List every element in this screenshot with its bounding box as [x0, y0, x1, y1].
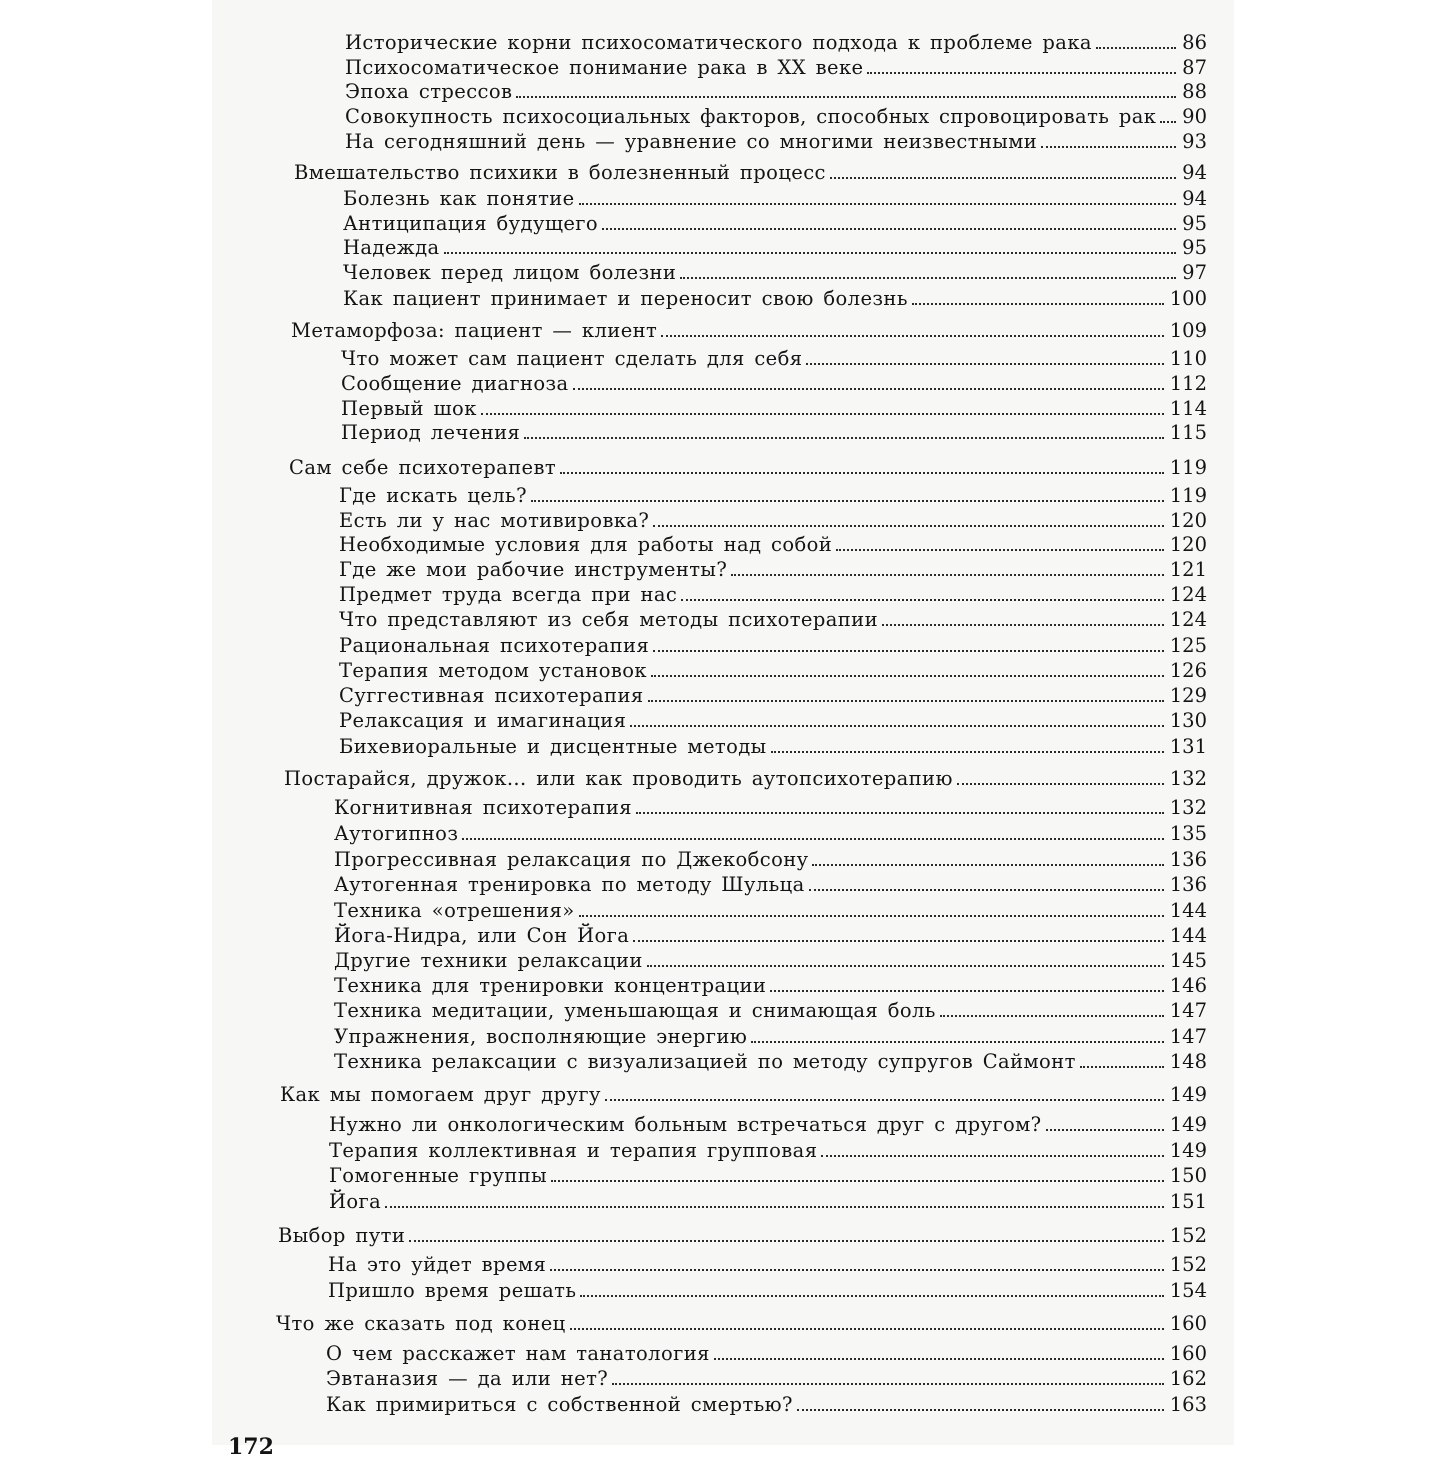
dot-leader	[602, 227, 1176, 230]
dot-leader	[570, 1327, 1164, 1330]
dot-leader	[580, 1294, 1163, 1297]
dot-leader	[481, 412, 1164, 415]
dot-leader	[1041, 145, 1176, 148]
toc-entry-title: Что представляют из себя методы психотерапии	[339, 608, 878, 631]
toc-entry-title: На это уйдет время	[328, 1253, 547, 1276]
dot-leader	[551, 1179, 1164, 1182]
toc-section	[329, 1138, 1207, 1164]
toc-entry-page: 97	[1182, 261, 1207, 284]
toc-entry-page: 95	[1182, 236, 1207, 259]
toc-section	[339, 532, 1207, 558]
toc-entry-page: 112	[1169, 372, 1207, 395]
toc-section	[334, 847, 1207, 873]
toc-entry-page: 160	[1169, 1312, 1207, 1335]
toc-entry-page: 145	[1169, 949, 1207, 972]
toc-section	[339, 658, 1207, 684]
dot-leader	[550, 1268, 1164, 1271]
toc-entry-title: Первый шок	[341, 397, 477, 420]
dot-leader	[531, 499, 1164, 502]
dot-leader	[806, 362, 1163, 365]
toc-section	[334, 872, 1207, 898]
toc-entry-page: 146	[1169, 974, 1207, 997]
toc-entry-title: Йога	[329, 1190, 382, 1213]
toc-entry-title: Что же сказать под конец	[276, 1312, 566, 1335]
dot-leader	[751, 1040, 1164, 1043]
dot-leader	[579, 202, 1177, 205]
toc-section	[341, 346, 1207, 372]
dot-leader	[444, 251, 1177, 254]
page-number: 172	[228, 1434, 274, 1460]
toc-entry-page: 149	[1169, 1113, 1207, 1136]
toc-entry-page: 120	[1169, 509, 1207, 532]
toc-entry-page: 151	[1169, 1190, 1207, 1213]
toc-entry-title: Есть ли у нас мотивировка?	[339, 509, 650, 532]
toc-entry-page: 88	[1182, 80, 1207, 103]
toc-entry-title: Вмешательство психики в болезненный процесс	[294, 161, 826, 184]
dot-leader	[681, 598, 1164, 601]
toc-entry-title: Терапия коллективная и терапия групповая	[329, 1139, 818, 1162]
toc-section	[334, 923, 1207, 949]
toc-section	[334, 1024, 1207, 1050]
toc-section	[339, 582, 1207, 608]
toc-section	[343, 186, 1207, 212]
toc-entry-title: На сегодняшний день — уравнение со многими неизвестными	[345, 130, 1038, 153]
dot-leader	[661, 334, 1164, 337]
dot-leader	[633, 939, 1163, 942]
dot-leader	[524, 436, 1164, 439]
dot-leader	[940, 1014, 1164, 1017]
toc-entry-title: Где же мои рабочие инструменты?	[339, 558, 728, 581]
toc-section	[341, 420, 1207, 446]
dot-leader	[462, 837, 1163, 840]
toc-entry-page: 124	[1169, 608, 1207, 631]
toc-entry-title: Техника для тренировки концентрации	[334, 974, 767, 997]
toc-entry-title: Метаморфоза: пациент — клиент	[291, 319, 658, 342]
toc-entry-page: 115	[1169, 421, 1207, 444]
dot-leader	[636, 811, 1164, 814]
toc-entry-page: 144	[1169, 899, 1207, 922]
dot-leader	[1046, 1128, 1164, 1131]
toc-entry-title: Аутогипноз	[334, 822, 459, 845]
toc-entry-title: Где искать цель?	[339, 484, 527, 507]
toc-chapter	[291, 318, 1207, 344]
dot-leader	[516, 95, 1176, 98]
toc-entry-title: Йога-Нидра, или Сон Йога	[334, 924, 630, 947]
toc-section	[345, 129, 1207, 155]
toc-entry-title: Эпоха стрессов	[345, 80, 513, 103]
toc-entry-title: Психосоматическое понимание рака в XX веке	[345, 56, 864, 79]
toc-entry-page: 125	[1169, 634, 1207, 657]
dot-leader	[612, 1382, 1164, 1385]
toc-entry-title: Терапия методом установок	[339, 659, 647, 682]
dot-leader	[573, 387, 1164, 390]
dot-leader	[1096, 46, 1176, 49]
toc-entry-title: Нужно ли онкологическим больным встречаться друг с другом?	[329, 1113, 1042, 1136]
toc-entry-title: Предмет труда всегда при нас	[339, 583, 678, 606]
dot-leader	[821, 1154, 1163, 1157]
toc-entry-page: 135	[1169, 822, 1207, 845]
toc-section	[343, 260, 1207, 286]
toc-section	[341, 396, 1207, 422]
toc-entry-page: 124	[1169, 583, 1207, 606]
toc-entry-page: 100	[1169, 287, 1207, 310]
toc-section	[345, 30, 1207, 56]
toc-entry-page: 114	[1169, 397, 1207, 420]
toc-section	[329, 1163, 1207, 1189]
toc-entry-page: 119	[1169, 484, 1207, 507]
toc-section	[341, 371, 1207, 397]
dot-leader	[560, 471, 1164, 474]
toc-entry-page: 150	[1169, 1164, 1207, 1187]
toc-entry-page: 119	[1169, 456, 1207, 479]
toc-entry-title: Выбор пути	[278, 1224, 406, 1247]
toc-chapter	[294, 160, 1207, 186]
toc-entry-page: 149	[1169, 1139, 1207, 1162]
toc-section	[334, 948, 1207, 974]
toc-section	[345, 79, 1207, 105]
toc-section	[334, 898, 1207, 924]
toc-entry-page: 132	[1169, 796, 1207, 819]
toc-entry-title: Техника «отрешения»	[334, 899, 575, 922]
dot-leader	[648, 699, 1164, 702]
toc-entry-title: Другие техники релаксации	[334, 949, 643, 972]
toc-section	[343, 286, 1207, 312]
toc-entry-page: 152	[1169, 1224, 1207, 1247]
toc-entry-page: 160	[1169, 1342, 1207, 1365]
dot-leader	[771, 750, 1164, 753]
dot-leader	[830, 176, 1176, 179]
toc-entry-title: Сам себе психотерапевт	[289, 456, 557, 479]
dot-leader	[957, 782, 1164, 785]
toc-entry-title: Упражнения, восполняющие энергию	[334, 1025, 748, 1048]
toc-section	[328, 1278, 1207, 1304]
dot-leader	[912, 302, 1164, 305]
toc-section	[326, 1366, 1207, 1392]
toc-entry-page: 136	[1169, 848, 1207, 871]
toc-chapter	[276, 1311, 1207, 1337]
toc-entry-title: Как примириться с собственной смертью?	[326, 1393, 793, 1416]
dot-leader	[647, 964, 1164, 967]
toc-entry-page: 94	[1182, 161, 1207, 184]
toc-entry-title: Бихевиоральные и дисцентные методы	[339, 735, 767, 758]
toc-section	[334, 795, 1207, 821]
toc-entry-page: 120	[1169, 533, 1207, 556]
toc-entry-title: Совокупность психосоциальных факторов, способных спровоцировать рак	[345, 105, 1157, 128]
toc-entry-page: 95	[1182, 212, 1207, 235]
toc-entry-page: 131	[1169, 735, 1207, 758]
toc-entry-title: О чем расскажет нам танатология	[326, 1342, 710, 1365]
toc-entry-title: Пришло время решать	[328, 1279, 577, 1302]
dot-leader	[653, 649, 1164, 652]
toc-entry-page: 94	[1182, 187, 1207, 210]
toc-chapter	[284, 766, 1207, 792]
toc-section	[339, 633, 1207, 659]
toc-section	[339, 557, 1207, 583]
toc-section	[339, 508, 1207, 534]
toc-entry-page: 130	[1169, 709, 1207, 732]
toc-entry-page: 147	[1169, 999, 1207, 1022]
toc-section	[339, 734, 1207, 760]
toc-entry-title: Гомогенные группы	[329, 1164, 548, 1187]
toc-entry-page: 144	[1169, 924, 1207, 947]
toc-entry-page: 136	[1169, 873, 1207, 896]
toc-section	[339, 483, 1207, 509]
toc-entry-page: 109	[1169, 319, 1207, 342]
dot-leader	[836, 548, 1164, 551]
dot-leader	[731, 573, 1164, 576]
toc-section	[328, 1252, 1207, 1278]
toc-section	[343, 235, 1207, 261]
toc-entry-title: Эвтаназия — да или нет?	[326, 1367, 609, 1390]
dot-leader	[605, 1098, 1164, 1101]
toc-entry-page: 110	[1169, 347, 1207, 370]
toc-section	[339, 683, 1207, 709]
toc-chapter	[280, 1082, 1207, 1108]
toc-entry-title: Исторические корни психосоматического подхода к проблеме рака	[345, 31, 1092, 54]
toc-entry-page: 126	[1169, 659, 1207, 682]
toc-chapter	[289, 455, 1207, 481]
toc-entry-title: Необходимые условия для работы над собой	[339, 533, 833, 556]
toc-entry-title: Антиципация будущего	[343, 212, 599, 235]
toc-entry-title: Как пациент принимает и переносит свою болезнь	[343, 287, 908, 310]
toc-section	[339, 607, 1207, 633]
toc-entry-page: 93	[1182, 130, 1207, 153]
toc-entry-page: 121	[1169, 558, 1207, 581]
toc-entry-page: 163	[1169, 1393, 1207, 1416]
toc-entry-page: 162	[1169, 1367, 1207, 1390]
book-page	[212, 0, 1234, 1445]
toc-entry-title: Прогрессивная релаксация по Джекобсону	[334, 848, 809, 871]
dot-leader	[1080, 1065, 1164, 1068]
dot-leader	[867, 71, 1176, 74]
toc-entry-title: Аутогенная тренировка по методу Шульца	[334, 873, 805, 896]
dot-leader	[680, 276, 1176, 279]
toc-entry-title: Болезнь как понятие	[343, 187, 575, 210]
toc-section	[329, 1112, 1207, 1138]
toc-entry-page: 87	[1182, 56, 1207, 79]
toc-entry-title: Период лечения	[341, 421, 521, 444]
toc-entry-page: 148	[1169, 1050, 1207, 1073]
dot-leader	[812, 863, 1163, 866]
toc-entry-page: 152	[1169, 1253, 1207, 1276]
dot-leader	[579, 914, 1164, 917]
dot-leader	[630, 724, 1163, 727]
dot-leader	[409, 1239, 1163, 1242]
toc-section	[334, 973, 1207, 999]
toc-entry-title: Рациональная психотерапия	[339, 634, 650, 657]
toc-entry-title: Когнитивная психотерапия	[334, 796, 632, 819]
dot-leader	[385, 1205, 1164, 1208]
toc-entry-page: 154	[1169, 1279, 1207, 1302]
toc-entry-page: 132	[1169, 767, 1207, 790]
toc-section	[345, 55, 1207, 81]
toc-section	[334, 998, 1207, 1024]
toc-section	[326, 1341, 1207, 1367]
toc-entry-page: 149	[1169, 1083, 1207, 1106]
toc-entry-title: Техника медитации, уменьшающая и снимающая боль	[334, 999, 936, 1022]
dot-leader	[770, 989, 1164, 992]
toc-entry-title: Суггестивная психотерапия	[339, 684, 644, 707]
toc-entry-title: Постарайся, дружок... или как проводить аутопсихотерапию	[284, 767, 953, 790]
toc-entry-title: Сообщение диагноза	[341, 372, 569, 395]
toc-section	[343, 211, 1207, 237]
toc-entry-title: Как мы помогаем друг другу	[280, 1083, 601, 1106]
toc-entry-title: Надежда	[343, 236, 440, 259]
dot-leader	[1160, 120, 1176, 123]
toc-section	[334, 1049, 1207, 1075]
dot-leader	[797, 1408, 1164, 1411]
toc-entry-title: Что может сам пациент сделать для себя	[341, 347, 803, 370]
toc-section	[334, 821, 1207, 847]
dot-leader	[882, 623, 1164, 626]
dot-leader	[653, 524, 1163, 527]
toc-section	[345, 104, 1207, 130]
dot-leader	[809, 888, 1164, 891]
toc-entry-page: 147	[1169, 1025, 1207, 1048]
toc-entry-page: 129	[1169, 684, 1207, 707]
toc-entry-title: Техника релаксации с визуализацией по методу супругов Саймонт	[334, 1050, 1076, 1073]
toc-entry-page: 90	[1182, 105, 1207, 128]
toc-entry-page: 86	[1182, 31, 1207, 54]
toc-section	[326, 1392, 1207, 1418]
toc-section	[329, 1189, 1207, 1215]
dot-leader	[651, 674, 1164, 677]
toc-entry-title: Человек перед лицом болезни	[343, 261, 677, 284]
toc-section	[339, 708, 1207, 734]
dot-leader	[714, 1357, 1164, 1360]
toc-entry-title: Релаксация и имагинация	[339, 709, 627, 732]
toc-chapter	[278, 1223, 1207, 1249]
